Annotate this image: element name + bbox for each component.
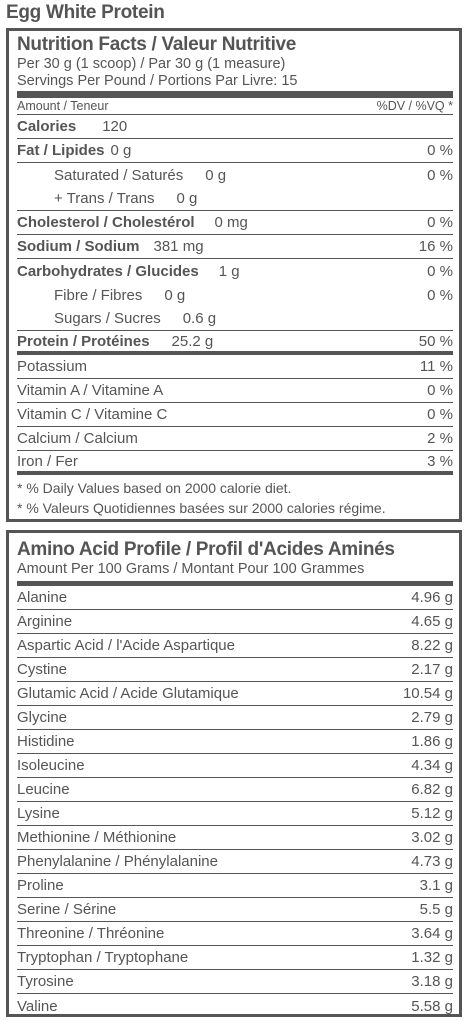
- nutrient-row-trans: [17, 187, 453, 211]
- amino-row: [17, 658, 453, 682]
- amino-row: [17, 706, 453, 730]
- nutrient-label: Fibre / Fibres: [54, 286, 143, 304]
- amino-value: 4.65 g: [411, 613, 453, 630]
- amino-row: [17, 802, 453, 826]
- amino-row: [17, 850, 453, 874]
- footnote-french: * % Valeurs Quotidiennes basées sur 2000 calories régime.: [17, 500, 386, 516]
- amino-acid-title: Amino Acid Profile / Profil d'Acides Aminés: [17, 539, 395, 560]
- amino-value: 3.1 g: [419, 877, 453, 894]
- nutrient-row-fat: [17, 139, 453, 163]
- nutrient-dv: 11 %: [419, 358, 453, 375]
- nutrition-facts-title: Nutrition Facts / Valeur Nutritive: [17, 34, 297, 55]
- amino-name: Cystine: [17, 661, 68, 678]
- amino-value: 1.32 g: [411, 949, 453, 966]
- amino-value: 2.79 g: [411, 709, 453, 726]
- amino-name: Threonine / Thréonine: [17, 925, 165, 942]
- nutrient-row-protein: [17, 331, 453, 355]
- amino-name: Leucine: [17, 781, 70, 798]
- amino-name: Valine: [17, 997, 58, 1015]
- amino-row: [17, 946, 453, 970]
- nutrient-label: Saturated / Saturés: [54, 166, 184, 184]
- nutrient-label: Calcium / Calcium: [17, 430, 138, 447]
- nutrient-label: Vitamin A / Vitamine A: [17, 382, 164, 399]
- header-divider: [17, 91, 453, 98]
- nutrient-dv: 0 %: [427, 142, 453, 159]
- amino-name: Tyrosine: [17, 973, 74, 990]
- nutrient-label: Potassium: [17, 358, 88, 375]
- footnote-english: * % Daily Values based on 2000 calorie diet.: [17, 480, 292, 496]
- amino-name: Phenylalanine / Phénylalanine: [17, 853, 218, 870]
- amino-row: [17, 922, 453, 946]
- amino-value: 5.5 g: [419, 901, 453, 918]
- calories-label: Calories: [17, 118, 77, 135]
- product-title: Egg White Protein: [6, 2, 165, 23]
- amount-header: Amount / Teneur: [17, 99, 109, 113]
- amino-row: [17, 874, 453, 898]
- amino-name: Aspartic Acid / l'Acide Aspartique: [17, 637, 235, 654]
- amino-value: 1.86 g: [411, 733, 453, 750]
- nutrient-label: Fat / Lipides: [17, 142, 105, 159]
- amino-acid-panel: [6, 530, 462, 1017]
- amino-name: Lysine: [17, 805, 60, 822]
- amino-row: [17, 898, 453, 922]
- nutrient-amount: 0 g: [205, 166, 227, 184]
- amino-row: [17, 970, 453, 994]
- nutrient-label: Sodium / Sodium: [17, 238, 140, 255]
- amino-name: Proline: [17, 877, 64, 894]
- amino-value: 8.22 g: [411, 637, 453, 654]
- nutrient-label: Carbohydrates / Glucides: [17, 262, 199, 280]
- nutrient-amount: 0.6 g: [182, 310, 217, 327]
- amino-name: Tryptophan / Tryptophane: [17, 949, 189, 966]
- calories-value: 120: [102, 118, 128, 135]
- nutrient-dv: 16 %: [418, 238, 453, 255]
- amino-name: Isoleucine: [17, 757, 85, 774]
- servings-per-pound: Servings Per Pound / Portions Par Livre: 15: [17, 73, 298, 89]
- nutrient-dv: 2 %: [427, 430, 453, 447]
- amino-row: [17, 778, 453, 802]
- nutrient-dv: 0 %: [427, 286, 453, 304]
- nutrient-amount: 0 mg: [214, 214, 248, 231]
- amino-row: [17, 826, 453, 850]
- amino-value: 2.17 g: [411, 661, 453, 678]
- nutrient-amount: 0 g: [110, 142, 132, 159]
- nutrient-row-vitamin-a: [17, 379, 453, 403]
- amino-name: Glycine: [17, 709, 68, 726]
- amino-value: 5.58 g: [411, 997, 453, 1015]
- nutrient-row-potassium: [17, 355, 453, 379]
- nutrient-dv: 0 %: [427, 166, 453, 184]
- dv-header: %DV / %VQ *: [376, 99, 453, 113]
- nutrient-row-calcium: [17, 427, 453, 451]
- amino-value: 4.96 g: [411, 589, 453, 606]
- nutrition-facts-panel: [6, 28, 462, 522]
- amino-value: 6.82 g: [411, 781, 453, 798]
- nutrient-dv: 3 %: [427, 452, 453, 470]
- amino-name: Arginine: [17, 613, 73, 630]
- nutrient-label: Protein / Protéines: [17, 332, 150, 350]
- amino-value: 3.02 g: [411, 829, 453, 846]
- amino-row: [17, 610, 453, 634]
- amino-value: 4.34 g: [411, 757, 453, 774]
- amino-name: Histidine: [17, 733, 75, 750]
- nutrient-row-cholesterol: [17, 211, 453, 235]
- nutrient-label: Vitamin C / Vitamine C: [17, 406, 168, 423]
- nutrient-dv: 0 %: [427, 382, 453, 399]
- nutrient-row-fibre: [17, 283, 453, 307]
- nutrient-row-carbohydrates: [17, 259, 453, 283]
- amino-value: 3.64 g: [411, 925, 453, 942]
- amino-name: Serine / Sérine: [17, 901, 117, 918]
- amino-name: Methionine / Méthionine: [17, 829, 177, 846]
- nutrient-dv: 50 %: [418, 332, 453, 350]
- amino-value: 10.54 g: [402, 685, 453, 702]
- amino-row: [17, 730, 453, 754]
- nutrient-amount: 1 g: [218, 262, 240, 280]
- nutrient-row-sodium: [17, 235, 453, 259]
- amino-row: [17, 682, 453, 706]
- nutrient-row-saturated: [17, 163, 453, 187]
- nutrient-amount: 25.2 g: [171, 332, 214, 350]
- amino-acid-subtitle: Amount Per 100 Grams / Montant Pour 100 Grammes: [17, 561, 365, 577]
- amino-row: [17, 586, 453, 610]
- nutrient-label: Sugars / Sucres: [54, 310, 161, 327]
- amino-name: Glutamic Acid / Acide Glutamique: [17, 685, 239, 702]
- nutrient-amount: 0 g: [164, 286, 186, 304]
- amino-row: [17, 634, 453, 658]
- nutrient-label: Cholesterol / Cholestérol: [17, 214, 195, 231]
- amount-header-row: [17, 98, 453, 115]
- nutrient-row-iron: [17, 451, 453, 475]
- amino-name: Alanine: [17, 589, 68, 606]
- calories-row: [17, 115, 453, 139]
- amino-acid-table: [17, 586, 453, 1018]
- nutrient-dv: 0 %: [427, 214, 453, 231]
- amino-value: 5.12 g: [411, 805, 453, 822]
- amino-row: [17, 754, 453, 778]
- nutrient-label: + Trans / Trans: [54, 190, 155, 207]
- nutrient-dv: 0 %: [427, 406, 453, 423]
- amino-row: [17, 994, 453, 1018]
- nutrient-amount: 0 g: [176, 190, 198, 207]
- amino-value: 3.18 g: [411, 973, 453, 990]
- nutrient-dv: 0 %: [427, 262, 453, 280]
- nutrient-row-sugars: [17, 307, 453, 331]
- amino-value: 4.73 g: [411, 853, 453, 870]
- nutrient-label: Iron / Fer: [17, 452, 78, 470]
- nutrient-amount: 381 mg: [153, 238, 204, 255]
- nutrient-row-vitamin-c: [17, 403, 453, 427]
- serving-size: Per 30 g (1 scoop) / Par 30 g (1 measure): [17, 56, 286, 72]
